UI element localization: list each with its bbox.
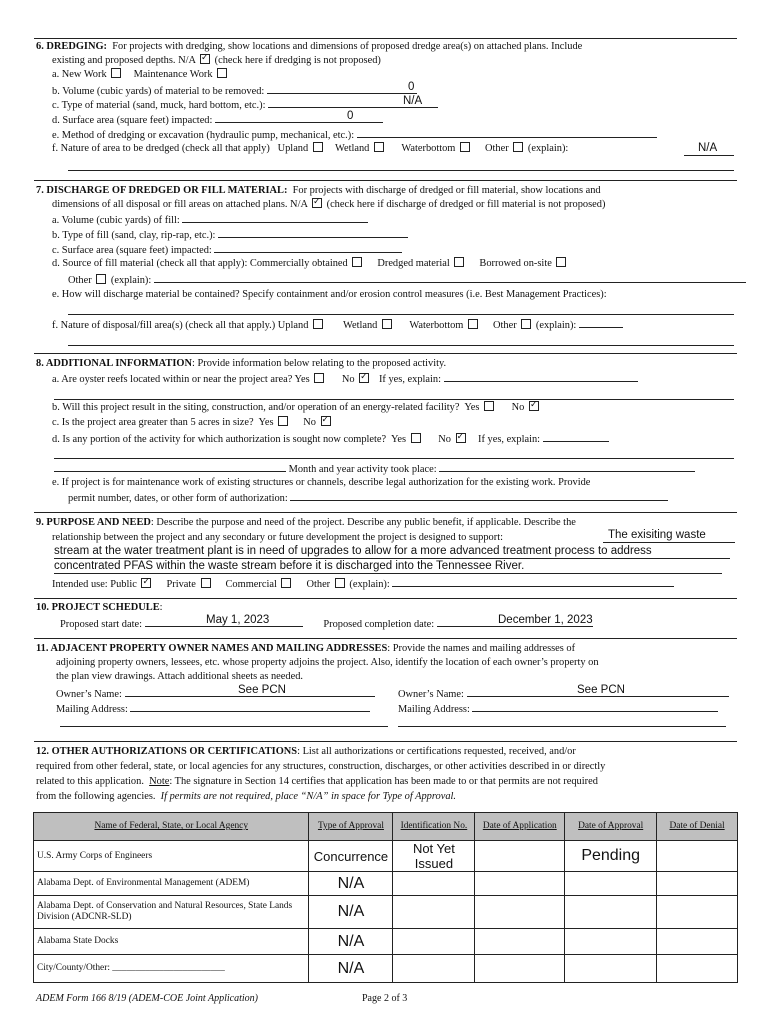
s7-type-label: b. Type of fill (sand, clay, rip-rap, etc.): xyxy=(52,230,216,241)
s11-mail-line-left xyxy=(56,701,370,716)
s8-month-label: Month and year activity took place: xyxy=(288,464,437,475)
s6-material-value: N/A xyxy=(403,95,423,107)
s6-new-work-checkbox[interactable] xyxy=(111,68,121,78)
s8-authorization-field[interactable] xyxy=(290,490,668,501)
s12-intro-4-italic: If permits are not required, place “N/A” in space for Type of Approval. xyxy=(160,791,457,802)
s11-owner-line-left xyxy=(56,686,375,701)
s8-e-line xyxy=(52,476,590,489)
s11-intro-line-3 xyxy=(56,670,303,683)
s8-maintenance-label: e. If project is for maintenance work of existing structures or channels, describe legal authorization for the existing work. Provide xyxy=(52,477,591,488)
s8-b-line xyxy=(52,401,541,414)
s8-heading: 8. ADDITIONAL INFORMATION xyxy=(36,358,192,369)
s7-waterbottom-checkbox[interactable] xyxy=(468,319,478,329)
footer-form-id: ADEM Form 166 8/19 (ADEM-COE Joint Application) xyxy=(36,993,259,1004)
date-of-application[interactable] xyxy=(475,896,565,929)
s9-use-private-label: Private xyxy=(166,579,196,590)
s6-waterbottom-checkbox[interactable] xyxy=(460,142,470,152)
s7-f-other-label: Other xyxy=(493,320,517,331)
s8-complete-explain-label: If yes, explain: xyxy=(478,434,541,445)
s6-intro-line xyxy=(36,40,582,53)
s6-extra-line xyxy=(68,170,734,171)
s8-oyster-label: a. Are oyster reefs located within or near the project area? Yes xyxy=(52,374,310,385)
s6-explain-field[interactable] xyxy=(684,142,734,156)
s7-na-note: (check here if discharge of dredged or fill material is not proposed) xyxy=(326,199,606,210)
s11-mail-label-1: Mailing Address: xyxy=(56,704,128,715)
s11-intro-2: adjoining property owners, lessees, etc. whose property adjoins the project. Also, identify the location of each owner’s property on xyxy=(56,657,599,668)
s7-dredged-label: Dredged material xyxy=(377,258,450,269)
s9-intro: : Describe the purpose and need of the project. Describe any public benefit, if applicable. Describe the xyxy=(150,517,576,528)
s8-oyster-explain-label: If yes, explain: xyxy=(378,374,441,385)
s6-area-value: 0 xyxy=(347,110,354,122)
s10-start-label: Proposed start date: xyxy=(60,619,142,630)
s6-nature-label: f. Nature of area to be dredged (check all that apply) xyxy=(52,143,270,154)
identification-no[interactable]: Not Yet Issued xyxy=(393,841,475,872)
s11-owner-label-1: Owner’s Name: xyxy=(56,689,122,700)
s9-use-other-label: Other xyxy=(306,579,331,590)
s10-start-value: May 1, 2023 xyxy=(206,614,270,626)
date-of-application[interactable] xyxy=(475,955,565,983)
s6-na-note: (check here if dredging is not proposed) xyxy=(214,55,381,66)
s6-maintenance-checkbox[interactable] xyxy=(217,68,227,78)
s8-d-extra-field[interactable] xyxy=(54,461,286,472)
date-of-denial[interactable] xyxy=(657,955,738,983)
s8-e-line-2 xyxy=(68,490,668,505)
s9-purpose-line-1[interactable]: The exisiting waste xyxy=(603,529,735,543)
s9-intro-line-2 xyxy=(52,531,503,544)
s8-complete-yes-label: Yes xyxy=(390,434,407,445)
s6-wetland-checkbox[interactable] xyxy=(374,142,384,152)
s7-wetland-checkbox[interactable] xyxy=(382,319,392,329)
s6-f-line xyxy=(52,142,568,155)
footer-page-number: Page 2 of 3 xyxy=(362,993,408,1004)
s7-source-label: d. Source of fill material (check all that apply): Commercially obtained xyxy=(52,258,348,269)
s8-intro: : Provide information below relating to the proposed activity. xyxy=(191,358,447,369)
date-of-approval[interactable] xyxy=(565,872,657,896)
col-header-type: Type of Approval xyxy=(309,813,393,841)
table-row xyxy=(34,872,738,896)
s12-intro-line xyxy=(36,745,576,758)
s12-note-label: Note xyxy=(149,776,170,787)
s7-other-label: Other xyxy=(68,275,92,286)
date-of-application[interactable] xyxy=(475,929,565,955)
s7-c-line xyxy=(52,242,402,257)
date-of-denial[interactable] xyxy=(657,929,738,955)
identification-no[interactable] xyxy=(393,929,475,955)
agency-name: Alabama Dept. of Environmental Management (ADEM) xyxy=(34,872,309,896)
s8-c-line xyxy=(52,416,333,429)
s6-new-work-label: a. New Work xyxy=(52,69,107,80)
date-of-approval[interactable] xyxy=(565,929,657,955)
s8-acres-no-label: No xyxy=(303,417,316,428)
s6-na-label: existing and proposed depths. N/A xyxy=(52,55,196,66)
s7-containment-label: e. How will discharge material be contained? Specify containment and/or erosion control measures (i.e. Best Management Practices): xyxy=(52,289,607,300)
s7-type-field[interactable] xyxy=(218,227,408,238)
s11-owner-label-2: Owner’s Name: xyxy=(398,689,464,700)
date-of-approval[interactable] xyxy=(565,955,657,983)
date-of-application[interactable] xyxy=(475,872,565,896)
s8-energy-label: b. Will this project result in the siting, construction, and/or operation of an energy-related facility? xyxy=(52,402,460,413)
s8-acres-no-checkbox[interactable] xyxy=(321,416,331,426)
s6-material-label: c. Type of material (sand, muck, hard bottom, etc.): xyxy=(52,100,266,111)
s9-heading: 9. PURPOSE AND NEED xyxy=(36,517,151,528)
s7-e-line xyxy=(52,288,607,301)
s11-mail-extra-2[interactable] xyxy=(398,726,726,727)
s10-heading-line: 10. PROJECT SCHEDULE: xyxy=(36,602,163,613)
table-row xyxy=(34,929,738,955)
section-divider xyxy=(34,353,737,354)
s10-end-value: December 1, 2023 xyxy=(498,614,593,626)
s8-acres-label: c. Is the project area greater than 5 acres in size? xyxy=(52,417,254,428)
s9-intro-2: relationship between the project and any secondary or future development the project is designed to support: xyxy=(52,532,503,543)
s7-f-explain-label: (explain): xyxy=(535,320,577,331)
s7-a-line xyxy=(52,212,368,227)
s7-commercial-checkbox[interactable] xyxy=(352,257,362,267)
type-of-approval[interactable]: N/A xyxy=(309,896,393,929)
s8-energy-yes-label: Yes xyxy=(464,402,480,413)
s7-f-other-checkbox[interactable] xyxy=(521,319,531,329)
s7-heading: 7. DISCHARGE OF DREDGED OR FILL MATERIAL: xyxy=(36,185,288,196)
table-row xyxy=(34,955,738,983)
s9-purpose-line-2[interactable]: stream at the water treatment plant is in need of upgrades to allow for a more advanced treatment process to address xyxy=(54,545,730,559)
type-of-approval[interactable]: Concurrence xyxy=(309,841,393,872)
s6-method-field[interactable] xyxy=(357,127,657,138)
s10-end-label: Proposed completion date: xyxy=(323,619,435,630)
s7-na-label: dimensions of all disposal or fill areas on attached plans. N/A xyxy=(52,199,308,210)
s11-intro-3: the plan view drawings. Attach additional sheets as needed. xyxy=(56,671,303,682)
s12-note-text: : The signature in Section 14 certifies that application has been made to or that permits are not required xyxy=(169,776,598,787)
section-divider xyxy=(34,512,737,513)
date-of-denial[interactable] xyxy=(657,896,738,929)
s7-dredged-checkbox[interactable] xyxy=(454,257,464,267)
s8-energy-yes-checkbox[interactable] xyxy=(484,401,494,411)
s11-heading: 11. ADJACENT PROPERTY OWNER NAMES AND MAILING ADDRESSES xyxy=(36,643,388,654)
s6-upland-label: Upland xyxy=(277,143,309,154)
s7-borrowed-label: Borrowed on-site xyxy=(479,258,552,269)
agency-name: City/County/Other: ________________________ xyxy=(34,955,309,983)
s7-explain-label: (explain): xyxy=(110,275,152,286)
s10-heading: 10. PROJECT SCHEDULE xyxy=(36,602,160,613)
s6-upland-checkbox[interactable] xyxy=(313,142,323,152)
s8-month-field[interactable] xyxy=(439,461,695,472)
s8-acres-yes-label: Yes xyxy=(258,417,274,428)
s7-wetland-label: Wetland xyxy=(343,320,378,331)
col-header-application: Date of Application xyxy=(475,813,565,841)
s8-complete-no-label: No xyxy=(438,434,451,445)
s11-mail-line-right xyxy=(398,701,718,716)
s8-intro-line xyxy=(36,357,446,370)
s8-oyster-explain-field[interactable] xyxy=(444,371,638,382)
s9-use-explain-field[interactable] xyxy=(392,576,674,587)
s8-oyster-yes-checkbox[interactable] xyxy=(314,373,324,383)
s7-explain-field[interactable] xyxy=(154,272,746,283)
type-of-approval[interactable]: N/A xyxy=(309,929,393,955)
s7-borrowed-checkbox[interactable] xyxy=(556,257,566,267)
col-header-agency: Name of Federal, State, or Local Agency xyxy=(34,813,309,841)
s7-f-line xyxy=(52,317,623,332)
s9-use-other-checkbox[interactable] xyxy=(335,578,345,588)
s6-na-checkbox[interactable] xyxy=(200,54,210,64)
s12-intro-line-2 xyxy=(36,760,605,773)
s7-b-line xyxy=(52,227,408,242)
agency-name: Alabama Dept. of Conservation and Natural Resources, State Lands Division (ADCNR-SLD) xyxy=(34,896,309,929)
s9-use-public-label: Intended use: Public xyxy=(52,579,137,590)
s11-intro-line xyxy=(36,642,575,655)
date-of-application[interactable] xyxy=(475,841,565,872)
s12-intro-4: from the following agencies. xyxy=(36,791,156,802)
s8-complete-yes-checkbox[interactable] xyxy=(411,433,421,443)
date-of-approval[interactable]: Pending xyxy=(565,841,657,872)
s8-energy-no-checkbox[interactable] xyxy=(529,401,539,411)
s6-volume-value: 0 xyxy=(408,81,415,93)
s8-energy-no-label: No xyxy=(511,402,525,413)
s11-owner-value-1: See PCN xyxy=(238,684,286,696)
s7-area-label: c. Surface area (square feet) impacted: xyxy=(52,245,212,256)
s8-oyster-no-label: No xyxy=(341,374,355,385)
col-header-id: Identification No. xyxy=(393,813,475,841)
s11-mail-extra-1[interactable] xyxy=(60,726,388,727)
type-of-approval[interactable]: N/A xyxy=(309,872,393,896)
s11-mail-field-2[interactable] xyxy=(472,701,718,712)
s6-d-line xyxy=(52,112,383,127)
section-divider xyxy=(34,38,737,39)
s11-intro: : Provide the names and mailing addresses of xyxy=(387,643,576,654)
table-row xyxy=(34,841,738,872)
s7-volume-label: a. Volume (cubic yards) of fill: xyxy=(52,215,180,226)
s7-waterbottom-label: Waterbottom xyxy=(409,320,464,331)
s12-intro-2: required from other federal, state, or local agencies for any structures, construction, discharges, or other activities described in or directly xyxy=(36,761,606,772)
agency-name: Alabama State Docks xyxy=(34,929,309,955)
s8-a-line xyxy=(52,371,638,386)
date-of-denial[interactable] xyxy=(657,841,738,872)
s9-use-explain-label: (explain): xyxy=(349,579,390,590)
s6-volume-field[interactable] xyxy=(267,83,417,94)
s6-intro-line-2 xyxy=(52,54,381,67)
s6-explain-value: N/A xyxy=(698,142,718,154)
col-header-approval: Date of Approval xyxy=(565,813,657,841)
s7-na-checkbox[interactable] xyxy=(312,198,322,208)
s12-intro-line-3 xyxy=(36,775,598,788)
table-row xyxy=(34,896,738,929)
section-divider xyxy=(34,598,737,599)
s8-authorization-label: permit number, dates, or other form of authorization: xyxy=(68,493,288,504)
s9-use-public-checkbox[interactable] xyxy=(141,578,151,588)
s7-containment-field[interactable] xyxy=(68,314,734,315)
identification-no[interactable] xyxy=(393,872,475,896)
s7-volume-field[interactable] xyxy=(182,212,368,223)
s7-extra-line xyxy=(68,345,734,346)
s8-d-line xyxy=(52,431,609,446)
s8-month-line xyxy=(54,461,695,476)
s11-owner-value-2: See PCN xyxy=(577,684,625,696)
s6-heading: 6. DREDGING: xyxy=(36,41,108,52)
s6-e-line xyxy=(52,127,657,142)
section-divider xyxy=(34,180,737,181)
s11-intro-line-2 xyxy=(56,656,599,669)
type-of-approval[interactable]: N/A xyxy=(309,955,393,983)
s6-waterbottom-label: Waterbottom xyxy=(401,143,456,154)
agency-table xyxy=(33,812,738,983)
s9-use-line xyxy=(52,576,674,591)
s7-d-line xyxy=(52,257,568,270)
s11-mail-field-1[interactable] xyxy=(130,701,370,712)
s6-area-label: d. Surface area (square feet) impacted: xyxy=(52,115,213,126)
s11-mail-label-2: Mailing Address: xyxy=(398,704,470,715)
s6-method-label: e. Method of dredging or excavation (hydraulic pump, mechanical, etc.): xyxy=(52,130,355,141)
s6-other-checkbox[interactable] xyxy=(513,142,523,152)
s11-owner-line-right xyxy=(398,686,729,701)
s6-a-line xyxy=(52,68,229,81)
s12-intro-line-4 xyxy=(36,790,456,803)
s6-other-label: Other xyxy=(485,143,509,154)
s8-a-extra-line xyxy=(54,399,734,400)
s8-complete-explain-field[interactable] xyxy=(543,431,609,442)
s7-other-checkbox[interactable] xyxy=(96,274,106,284)
agency-name: U.S. Army Corps of Engineers xyxy=(34,841,309,872)
s6-area-field[interactable] xyxy=(215,112,383,123)
s6-c-line xyxy=(52,97,438,112)
s8-d-extra-line xyxy=(54,458,734,459)
s8-oyster-no-checkbox[interactable] xyxy=(359,373,369,383)
s12-intro-3: related to this application. xyxy=(36,776,144,787)
s9-use-commercial-checkbox[interactable] xyxy=(281,578,291,588)
table-header-row xyxy=(34,813,738,841)
s8-complete-no-checkbox[interactable] xyxy=(456,433,466,443)
s12-intro: : List all authorizations or certifications requested, received, and/or xyxy=(297,746,576,757)
section-divider xyxy=(34,638,737,639)
s6-wetland-label: Wetland xyxy=(335,143,370,154)
identification-no[interactable] xyxy=(393,896,475,929)
s6-volume-label: b. Volume (cubic yards) of material to be removed: xyxy=(52,86,265,97)
s12-heading: 12. OTHER AUTHORIZATIONS OR CERTIFICATIONS xyxy=(36,746,298,757)
s8-complete-label: d. Is any portion of the activity for which authorization is sought now complete? xyxy=(52,434,387,445)
s6-explain-label: (explain): xyxy=(527,143,569,154)
s7-intro: For projects with discharge of dredged or fill material, show locations and xyxy=(292,185,601,196)
s6-maintenance-label: Maintenance Work xyxy=(133,69,213,80)
s9-intro-line xyxy=(36,516,576,529)
s9-use-commercial-label: Commercial xyxy=(225,579,277,590)
s9-purpose-line-3[interactable]: concentrated PFAS within the waste stream before it is discharged into the Tennessee River. xyxy=(54,560,722,574)
s7-f-explain-field[interactable] xyxy=(579,317,623,328)
s7-intro-line-2 xyxy=(52,198,605,211)
date-of-approval[interactable] xyxy=(565,896,657,929)
s7-upland-checkbox[interactable] xyxy=(313,319,323,329)
s7-area-field[interactable] xyxy=(214,242,402,253)
s9-use-private-checkbox[interactable] xyxy=(201,578,211,588)
s6-intro: For projects with dredging, show locations and dimensions of proposed dredge area(s) on attached plans. Include xyxy=(112,41,583,52)
s7-nature-label: f. Nature of disposal/fill area(s) (check all that apply.) Upland xyxy=(52,320,309,331)
s7-d-other-line xyxy=(68,272,746,287)
s8-acres-yes-checkbox[interactable] xyxy=(278,416,288,426)
section-divider xyxy=(34,741,737,742)
date-of-denial[interactable] xyxy=(657,872,738,896)
identification-no[interactable] xyxy=(393,955,475,983)
s6-b-line xyxy=(52,83,417,98)
col-header-denial: Date of Denial xyxy=(657,813,738,841)
